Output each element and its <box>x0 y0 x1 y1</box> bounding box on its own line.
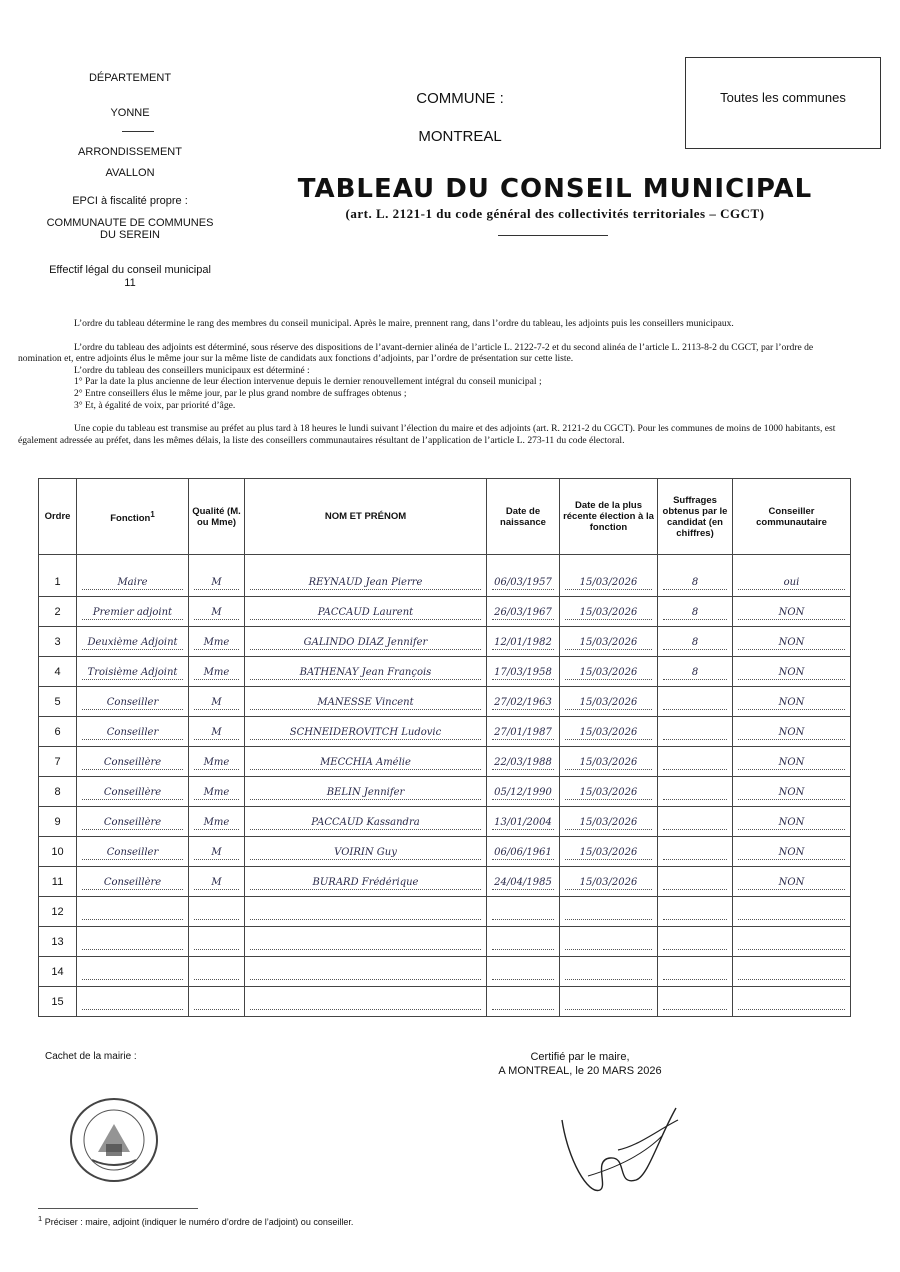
epci-value: COMMUNAUTE DE COMMUNES DU SEREIN <box>46 217 214 241</box>
communes-box-text: Toutes les communes <box>720 90 846 105</box>
row-communautaire: oui <box>738 577 845 590</box>
row-qualite: Mme <box>194 757 239 770</box>
row-communautaire-cell <box>733 837 851 867</box>
row-suffrages <box>663 787 727 800</box>
row-suffrages-cell <box>658 777 733 807</box>
row-suffrages-cell <box>658 987 733 1017</box>
row-naissance: 26/03/1967 <box>492 607 554 620</box>
effectif-label: Effectif légal du conseil municipal <box>49 264 211 276</box>
row-naissance-cell <box>487 687 560 717</box>
row-ordre: 13 <box>39 927 77 957</box>
row-naissance-cell <box>487 747 560 777</box>
row-suffrages <box>663 907 727 920</box>
row-naissance: 22/03/1988 <box>492 757 554 770</box>
table-row <box>39 597 851 627</box>
row-fonction-cell <box>77 987 189 1017</box>
row-nom-cell <box>245 597 487 627</box>
row-nom <box>250 997 481 1010</box>
row-qualite-cell <box>189 927 245 957</box>
row-fonction-cell <box>77 867 189 897</box>
row-naissance-cell <box>487 717 560 747</box>
row-election-cell <box>560 987 658 1017</box>
row-communautaire-cell <box>733 717 851 747</box>
row-qualite: M <box>194 847 239 860</box>
row-election: 15/03/2026 <box>565 607 652 620</box>
row-nom-cell <box>245 927 487 957</box>
certifie-lieu-date: A MONTREAL, le 20 MARS 2026 <box>498 1065 662 1077</box>
row-naissance: 27/02/1963 <box>492 697 554 710</box>
row-communautaire-cell <box>733 807 851 837</box>
row-qualite-cell <box>189 897 245 927</box>
separator-line <box>122 131 154 132</box>
row-nom: SCHNEIDEROVITCH Ludovic <box>250 727 481 740</box>
row-naissance <box>492 937 554 950</box>
row-fonction-cell <box>77 897 189 927</box>
arrondissement-label: ARRONDISSEMENT <box>78 146 182 158</box>
cachet-label: Cachet de la mairie : <box>45 1051 137 1062</box>
council-table-body <box>39 555 851 1017</box>
row-communautaire-cell <box>733 687 851 717</box>
row-fonction <box>82 907 183 920</box>
row-election-cell <box>560 627 658 657</box>
row-communautaire: NON <box>738 877 845 890</box>
row-communautaire <box>738 967 845 980</box>
row-nom: VOIRIN Guy <box>250 847 481 860</box>
row-nom: MECCHIA Amélie <box>250 757 481 770</box>
row-communautaire-cell <box>733 897 851 927</box>
row-suffrages <box>663 697 727 710</box>
mayor-signature <box>548 1100 698 1210</box>
footnote-text: Préciser : maire, adjoint (indiquer le numéro d’ordre de l’adjoint) ou conseiller. <box>44 1217 354 1227</box>
row-naissance: 12/01/1982 <box>492 637 554 650</box>
table-header-row <box>39 479 851 555</box>
row-election: 15/03/2026 <box>565 757 652 770</box>
row-naissance-cell <box>487 597 560 627</box>
row-election-cell <box>560 597 658 627</box>
mairie-seal <box>70 1098 158 1182</box>
row-fonction-cell <box>77 555 189 597</box>
row-election <box>565 907 652 920</box>
row-qualite-cell <box>189 555 245 597</box>
row-election-cell <box>560 687 658 717</box>
row-naissance: 05/12/1990 <box>492 787 554 800</box>
table-row <box>39 837 851 867</box>
council-table <box>38 478 851 1017</box>
row-fonction-cell <box>77 927 189 957</box>
row-communautaire: NON <box>738 667 845 680</box>
row-naissance-cell <box>487 867 560 897</box>
row-fonction-cell <box>77 837 189 867</box>
row-election-cell <box>560 747 658 777</box>
row-naissance-cell <box>487 837 560 867</box>
row-suffrages: 8 <box>663 667 727 680</box>
header-fonction <box>77 479 189 555</box>
row-qualite-cell <box>189 717 245 747</box>
row-suffrages-cell <box>658 717 733 747</box>
row-fonction-cell <box>77 717 189 747</box>
row-election: 15/03/2026 <box>565 877 652 890</box>
row-fonction <box>82 937 183 950</box>
row-communautaire: NON <box>738 757 845 770</box>
row-ordre: 4 <box>39 657 77 687</box>
row-fonction: Conseiller <box>82 847 183 860</box>
row-suffrages: 8 <box>663 607 727 620</box>
row-election-cell <box>560 555 658 597</box>
row-suffrages-cell <box>658 657 733 687</box>
row-naissance: 06/03/1957 <box>492 577 554 590</box>
row-election-cell <box>560 807 658 837</box>
row-suffrages-cell <box>658 627 733 657</box>
row-nom: PACCAUD Laurent <box>250 607 481 620</box>
row-qualite-cell <box>189 807 245 837</box>
row-fonction: Premier adjoint <box>82 607 183 620</box>
header-communautaire: Conseiller communautaire <box>733 479 851 555</box>
row-fonction-cell <box>77 807 189 837</box>
row-communautaire-cell <box>733 867 851 897</box>
table-row <box>39 627 851 657</box>
row-nom-cell <box>245 777 487 807</box>
row-election: 15/03/2026 <box>565 787 652 800</box>
table-row <box>39 867 851 897</box>
epci-label: EPCI à fiscalité propre : <box>72 195 188 207</box>
row-naissance-cell <box>487 777 560 807</box>
row-qualite: Mme <box>194 787 239 800</box>
communes-box <box>685 57 881 149</box>
table-row <box>39 807 851 837</box>
header-naissance: Date de naissance <box>487 479 560 555</box>
row-fonction: Troisième Adjoint <box>82 667 183 680</box>
page-subtitle: (art. L. 2121-1 du code général des collectivités territoriales – CGCT) <box>345 206 765 221</box>
row-naissance-cell <box>487 627 560 657</box>
footnote-separator <box>38 1208 198 1209</box>
row-naissance-cell <box>487 555 560 597</box>
intro-text <box>18 318 850 446</box>
row-election <box>565 997 652 1010</box>
row-ordre: 14 <box>39 957 77 987</box>
row-naissance <box>492 967 554 980</box>
row-ordre: 5 <box>39 687 77 717</box>
row-fonction <box>82 997 183 1010</box>
row-election: 15/03/2026 <box>565 637 652 650</box>
row-nom: REYNAUD Jean Pierre <box>250 577 481 590</box>
row-suffrages-cell <box>658 747 733 777</box>
table-row <box>39 777 851 807</box>
header-election: Date de la plus récente élection à la fonction <box>560 479 658 555</box>
row-election-cell <box>560 657 658 687</box>
row-qualite-cell <box>189 987 245 1017</box>
table-row <box>39 687 851 717</box>
row-naissance: 27/01/1987 <box>492 727 554 740</box>
seal-graphic <box>72 1100 156 1180</box>
row-nom-cell <box>245 717 487 747</box>
table-row <box>39 897 851 927</box>
row-election-cell <box>560 897 658 927</box>
row-fonction: Conseillère <box>82 817 183 830</box>
table-row <box>39 987 851 1017</box>
header-nom: NOM ET PRÉNOM <box>245 479 487 555</box>
row-communautaire-cell <box>733 957 851 987</box>
row-nom-cell <box>245 657 487 687</box>
row-nom: BELIN Jennifer <box>250 787 481 800</box>
row-communautaire-cell <box>733 597 851 627</box>
row-qualite <box>194 937 239 950</box>
row-ordre: 8 <box>39 777 77 807</box>
row-suffrages <box>663 877 727 890</box>
row-naissance-cell <box>487 957 560 987</box>
row-nom-cell <box>245 687 487 717</box>
commune-label: COMMUNE : <box>416 90 504 107</box>
row-nom <box>250 967 481 980</box>
arrondissement-value: AVALLON <box>105 167 155 179</box>
row-suffrages <box>663 757 727 770</box>
certifie-label: Certifié par le maire, <box>530 1051 630 1063</box>
row-suffrages-cell <box>658 807 733 837</box>
intro-paragraph-rank: L’ordre du tableau détermine le rang des membres du conseil municipal. Après le maire, prennent rang, dans l’ordre du tableau, les adjoints puis les conseillers municipaux. <box>74 318 734 329</box>
row-qualite <box>194 967 239 980</box>
commune-value: MONTREAL <box>418 128 502 145</box>
row-election-cell <box>560 837 658 867</box>
row-election-cell <box>560 867 658 897</box>
row-naissance-cell <box>487 927 560 957</box>
row-communautaire: NON <box>738 607 845 620</box>
header-suffrages: Suffrages obtenus par le candidat (en chiffres) <box>658 479 733 555</box>
row-election: 15/03/2026 <box>565 847 652 860</box>
intro-paragraph-conseillers: L’ordre du tableau des conseillers municipaux est déterminé : <box>74 364 310 376</box>
row-communautaire-cell <box>733 555 851 597</box>
row-fonction-cell <box>77 777 189 807</box>
intro-paragraph-adjoints: L’ordre du tableau des adjoints est déterminé, sous réserve des dispositions de l’avant-dernier alinéa de l’article L. 2122-7-2 et du second alinéa de l’article L. 2113-8-2 du CGCT, par l’ordre de nomination et, entre adjoints élus le même jour sur la même liste de candidats aux fonctions d’adjoints, par l’ordre de présentation sur cette liste. <box>18 341 814 365</box>
row-election-cell <box>560 777 658 807</box>
row-fonction-cell <box>77 957 189 987</box>
row-naissance <box>492 907 554 920</box>
row-election <box>565 937 652 950</box>
row-suffrages-cell <box>658 687 733 717</box>
row-naissance: 17/03/1958 <box>492 667 554 680</box>
row-fonction: Maire <box>82 577 183 590</box>
row-naissance-cell <box>487 897 560 927</box>
row-communautaire: NON <box>738 637 845 650</box>
row-suffrages-cell <box>658 957 733 987</box>
table-row <box>39 555 851 597</box>
row-election-cell <box>560 717 658 747</box>
row-nom-cell <box>245 957 487 987</box>
row-suffrages: 8 <box>663 577 727 590</box>
row-fonction-cell <box>77 657 189 687</box>
row-election: 15/03/2026 <box>565 697 652 710</box>
row-qualite-cell <box>189 867 245 897</box>
row-suffrages: 8 <box>663 637 727 650</box>
row-nom-cell <box>245 747 487 777</box>
row-qualite: Mme <box>194 637 239 650</box>
row-suffrages-cell <box>658 897 733 927</box>
header-qualite: Qualité (M. ou Mme) <box>189 479 245 555</box>
row-nom: BATHENAY Jean François <box>250 667 481 680</box>
row-communautaire <box>738 997 845 1010</box>
row-communautaire-cell <box>733 657 851 687</box>
row-ordre: 6 <box>39 717 77 747</box>
row-qualite-cell <box>189 687 245 717</box>
table-row <box>39 747 851 777</box>
row-communautaire: NON <box>738 727 845 740</box>
intro-rule-3: 3° Et, à égalité de voix, par priorité d’âge. <box>74 399 236 411</box>
row-qualite-cell <box>189 747 245 777</box>
row-ordre: 12 <box>39 897 77 927</box>
row-ordre: 2 <box>39 597 77 627</box>
row-ordre: 3 <box>39 627 77 657</box>
row-qualite: M <box>194 697 239 710</box>
row-communautaire-cell <box>733 627 851 657</box>
row-communautaire: NON <box>738 847 845 860</box>
row-suffrages <box>663 817 727 830</box>
row-qualite: Mme <box>194 667 239 680</box>
row-nom <box>250 907 481 920</box>
row-communautaire: NON <box>738 787 845 800</box>
row-suffrages <box>663 997 727 1010</box>
row-nom-cell <box>245 987 487 1017</box>
row-fonction-cell <box>77 597 189 627</box>
row-nom <box>250 937 481 950</box>
row-suffrages-cell <box>658 867 733 897</box>
table-row <box>39 927 851 957</box>
departement-value: YONNE <box>110 107 150 119</box>
row-communautaire-cell <box>733 747 851 777</box>
row-nom-cell <box>245 807 487 837</box>
row-ordre: 9 <box>39 807 77 837</box>
row-fonction-cell <box>77 747 189 777</box>
row-suffrages-cell <box>658 597 733 627</box>
row-election: 15/03/2026 <box>565 817 652 830</box>
row-qualite: M <box>194 727 239 740</box>
departement-label: DÉPARTEMENT <box>88 72 172 84</box>
table-row <box>39 657 851 687</box>
row-fonction-cell <box>77 627 189 657</box>
row-naissance-cell <box>487 657 560 687</box>
row-suffrages <box>663 847 727 860</box>
row-naissance: 13/01/2004 <box>492 817 554 830</box>
row-fonction: Conseillère <box>82 787 183 800</box>
row-ordre: 7 <box>39 747 77 777</box>
title-underline <box>498 235 608 236</box>
table-row <box>39 717 851 747</box>
row-communautaire-cell <box>733 777 851 807</box>
row-suffrages-cell <box>658 927 733 957</box>
intro-paragraph-transmission: Une copie du tableau est transmise au préfet au plus tard à 18 heures le lundi suivant l’élection du maire et des adjoints (art. R. 2121-2 du CGCT). Pour les communes de moins de 1000 habitants, est également adressée au préfet, dans les mêmes délais, la liste des conseillers communautaires résultant de l’application de l’article L. 273-11 du code électoral. <box>18 423 836 446</box>
row-qualite-cell <box>189 597 245 627</box>
header-fonction-label: Fonction <box>110 513 151 525</box>
row-qualite: M <box>194 577 239 590</box>
row-ordre: 10 <box>39 837 77 867</box>
row-nom: BURARD Frédérique <box>250 877 481 890</box>
row-qualite-cell <box>189 957 245 987</box>
footnote-marker: 1 <box>38 1214 43 1223</box>
row-communautaire: NON <box>738 817 845 830</box>
row-qualite <box>194 907 239 920</box>
row-naissance <box>492 997 554 1010</box>
row-nom-cell <box>245 867 487 897</box>
page-title: TABLEAU DU CONSEIL MUNICIPAL <box>297 174 813 204</box>
row-nom: MANESSE Vincent <box>250 697 481 710</box>
row-qualite: Mme <box>194 817 239 830</box>
row-naissance-cell <box>487 807 560 837</box>
row-election <box>565 967 652 980</box>
effectif-value: 11 <box>124 277 136 289</box>
row-qualite-cell <box>189 837 245 867</box>
footnote <box>38 1214 353 1227</box>
header-ordre: Ordre <box>39 479 77 555</box>
row-suffrages <box>663 967 727 980</box>
row-election: 15/03/2026 <box>565 727 652 740</box>
row-election: 15/03/2026 <box>565 577 652 590</box>
row-qualite-cell <box>189 627 245 657</box>
row-ordre: 11 <box>39 867 77 897</box>
row-qualite-cell <box>189 657 245 687</box>
row-fonction: Conseiller <box>82 727 183 740</box>
row-fonction-cell <box>77 687 189 717</box>
row-nom-cell <box>245 837 487 867</box>
row-communautaire <box>738 937 845 950</box>
intro-rule-2: 2° Entre conseillers élus le même jour, par le plus grand nombre de suffrages obtenus ; <box>74 387 407 399</box>
row-qualite: M <box>194 877 239 890</box>
row-fonction: Conseillère <box>82 757 183 770</box>
row-communautaire-cell <box>733 927 851 957</box>
row-nom: PACCAUD Kassandra <box>250 817 481 830</box>
row-qualite: M <box>194 607 239 620</box>
row-fonction <box>82 967 183 980</box>
row-communautaire <box>738 907 845 920</box>
intro-rule-1: 1° Par la date la plus ancienne de leur élection intervenue depuis le dernier renouvellement intégral du conseil municipal ; <box>74 376 542 388</box>
row-nom-cell <box>245 555 487 597</box>
table-row <box>39 957 851 987</box>
row-communautaire-cell <box>733 987 851 1017</box>
row-naissance: 06/06/1961 <box>492 847 554 860</box>
row-nom-cell <box>245 897 487 927</box>
row-suffrages <box>663 727 727 740</box>
row-qualite-cell <box>189 777 245 807</box>
row-suffrages-cell <box>658 555 733 597</box>
row-communautaire: NON <box>738 697 845 710</box>
row-fonction: Deuxième Adjoint <box>82 637 183 650</box>
row-election: 15/03/2026 <box>565 667 652 680</box>
row-suffrages <box>663 937 727 950</box>
row-ordre: 1 <box>39 555 77 597</box>
row-suffrages-cell <box>658 837 733 867</box>
row-naissance-cell <box>487 987 560 1017</box>
row-nom: GALINDO DIAZ Jennifer <box>250 637 481 650</box>
row-naissance: 24/04/1985 <box>492 877 554 890</box>
row-fonction: Conseiller <box>82 697 183 710</box>
row-election-cell <box>560 957 658 987</box>
row-nom-cell <box>245 627 487 657</box>
row-election-cell <box>560 927 658 957</box>
footnote-ref: 1 <box>150 509 155 519</box>
row-fonction: Conseillère <box>82 877 183 890</box>
row-qualite <box>194 997 239 1010</box>
row-ordre: 15 <box>39 987 77 1017</box>
